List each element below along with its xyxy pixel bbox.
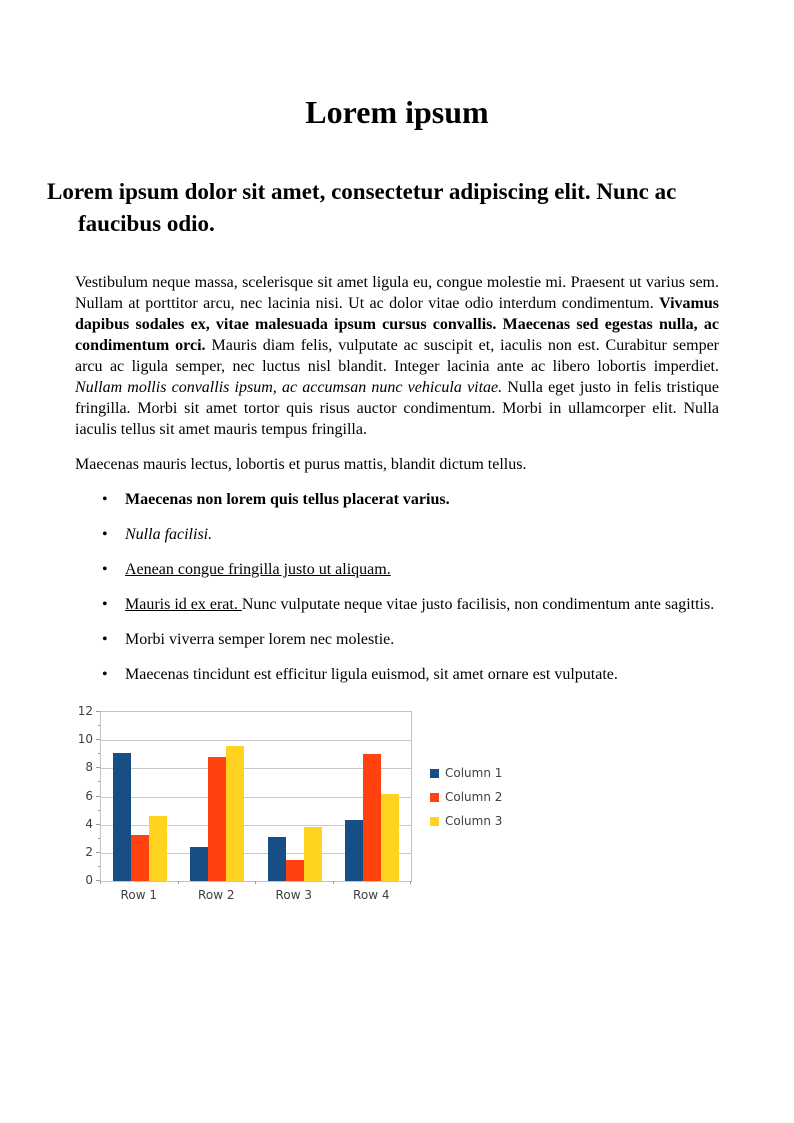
bar-column-3-row-3 (304, 827, 322, 881)
y-tick (98, 753, 100, 754)
y-tick (98, 725, 100, 726)
legend-item (430, 815, 502, 828)
y-tick (96, 711, 100, 712)
section-heading: Lorem ipsum dolor sit amet, consectetur adipiscing elit. Nunc ac faucibus odio. (47, 179, 677, 236)
text-run: Morbi viverra semper lorem nec molestie. (125, 631, 395, 648)
text-run: Maecenas tincidunt est efficitur ligula euismod, sit amet ornare est vulputate. (125, 666, 618, 683)
body-paragraph-1 (75, 272, 719, 440)
y-axis-label: 2 (85, 844, 93, 859)
y-tick (98, 781, 100, 782)
y-tick (96, 796, 100, 797)
x-axis-label: Row 4 (353, 888, 390, 902)
list-item (102, 629, 719, 650)
chart-plot-area (100, 711, 412, 882)
list-item (102, 559, 719, 580)
text-run: Maecenas non lorem quis tellus placerat varius. (125, 491, 450, 508)
x-axis-label: Row 2 (198, 888, 235, 902)
bar-column-1-row-1 (113, 753, 131, 881)
y-tick (98, 866, 100, 867)
bar-column-2-row-4 (363, 754, 381, 881)
legend-swatch-icon (430, 793, 439, 802)
bullet-marker: • (102, 491, 108, 508)
text-run: Mauris diam felis, vulputate ac suscipit et, iaculis non est. Curabitur semper arcu ac ligula semper, nec luctus nisl blandit. Integer lacinia ante ac libero lobortis imperdiet. (75, 337, 719, 375)
legend-label: Column 2 (445, 790, 503, 804)
y-axis-label: 4 (85, 816, 93, 831)
x-axis-label: Row 1 (120, 888, 157, 902)
bullet-marker: • (102, 631, 108, 648)
bar-column-1-row-3 (268, 837, 286, 881)
bar-column-3-row-1 (149, 816, 167, 881)
text-run: Nulla facilisi. (125, 526, 213, 543)
text-run: Nunc vulputate neque vitae justo facilisis, non condimentum ante sagittis. (241, 596, 715, 613)
legend-label: Column 3 (445, 814, 503, 828)
text-run: Nulla eget justo in felis tristique fringilla. Morbi sit amet tortor quis risus auctor condimentum. Morbi in ullamcorper elit. Nulla iaculis tellus sit amet mauris tempus fringilla. (75, 379, 719, 438)
text-run: Mauris id ex erat. (125, 596, 242, 613)
bullet-marker: • (102, 561, 108, 578)
text-run: Aenean congue fringilla justo ut aliquam. (125, 561, 391, 578)
x-tick (333, 881, 334, 884)
body-paragraph-2: Maecenas mauris lectus, lobortis et purus mattis, blandit dictum tellus. (75, 456, 527, 473)
bullet-marker: • (102, 526, 108, 543)
list-item (102, 489, 719, 510)
y-tick (98, 810, 100, 811)
bar-column-2-row-2 (208, 757, 226, 881)
bar-column-1-row-4 (345, 820, 363, 881)
bullet-marker: • (102, 666, 108, 683)
y-axis-label: 10 (77, 732, 93, 747)
y-axis-label: 12 (77, 704, 93, 718)
y-tick (98, 838, 100, 839)
bar-column-3-row-2 (226, 746, 244, 881)
y-tick (96, 767, 100, 768)
text-run: Vivamus dapibus sodales ex, vitae malesuada ipsum cursus convallis. Maecenas sed egestas nulla, ac condimentum orci. (75, 295, 719, 354)
bar-column-3-row-4 (381, 794, 399, 881)
bar-column-1-row-2 (190, 847, 208, 881)
text-run: Nullam mollis convallis ipsum, ac accumsan nunc vehicula vitae. (75, 379, 508, 396)
y-axis-label: 6 (85, 788, 93, 803)
bar-column-2-row-3 (286, 860, 304, 881)
y-tick (96, 824, 100, 825)
gridline (101, 740, 411, 741)
x-tick (255, 881, 256, 884)
legend-swatch-icon (430, 769, 439, 778)
list-item (102, 594, 719, 615)
x-axis-label: Row 3 (275, 888, 312, 902)
y-tick (96, 852, 100, 853)
legend-item (430, 767, 502, 780)
bullet-list (102, 489, 719, 685)
x-tick (410, 881, 411, 884)
bar-column-2-row-1 (131, 835, 149, 881)
y-axis-label: 0 (85, 873, 93, 887)
bullet-marker: • (102, 596, 108, 613)
x-tick (178, 881, 179, 884)
text-run: Vestibulum neque massa, scelerisque sit amet ligula eu, congue molestie mi. Praesent ut varius sem. Nullam at porttitor arcu, nec lacinia nisi. Ut ac dolor vitae odio interdum condimentum. (75, 274, 719, 312)
list-item (102, 664, 719, 685)
legend-item (430, 791, 502, 804)
chart-legend (430, 767, 502, 839)
y-axis-label: 8 (85, 760, 93, 775)
legend-label: Column 1 (445, 766, 503, 780)
bar-chart (55, 701, 747, 913)
list-item (102, 524, 719, 545)
legend-swatch-icon (430, 817, 439, 826)
x-tick (100, 881, 101, 884)
y-tick (96, 739, 100, 740)
document-title: Lorem ipsum (305, 94, 489, 130)
